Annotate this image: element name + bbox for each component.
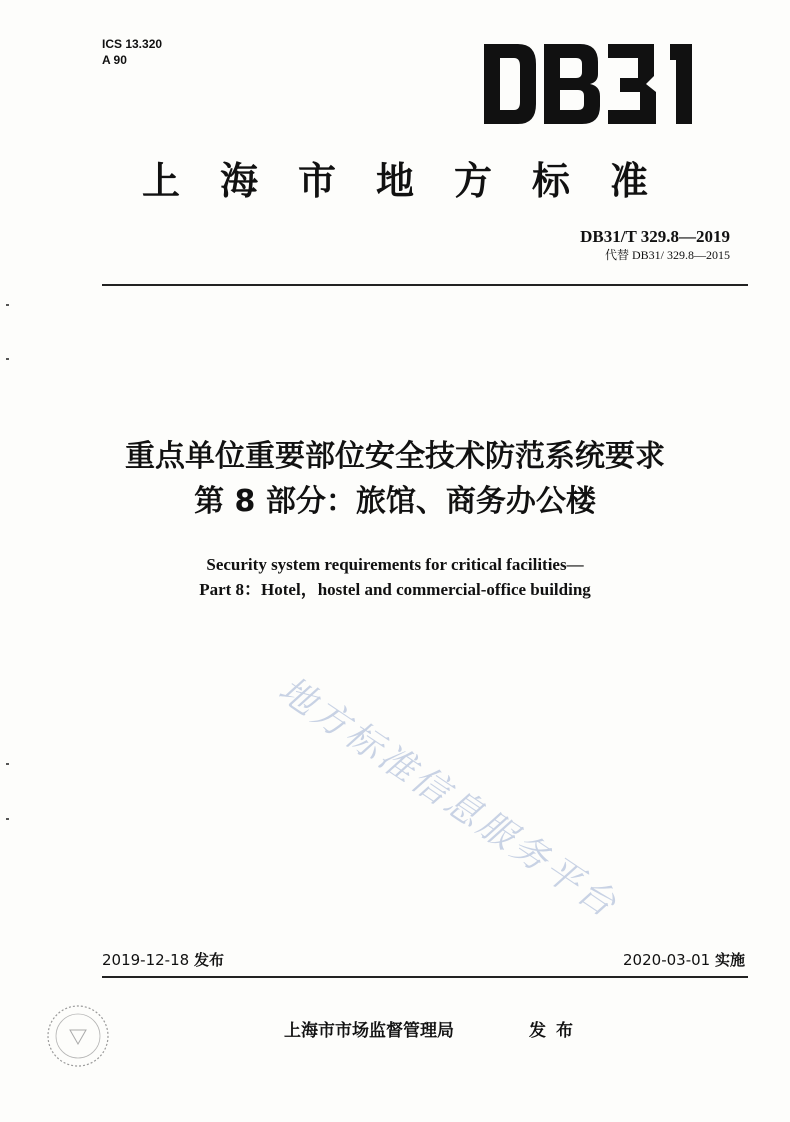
issue-word: 发布	[529, 1021, 583, 1041]
implement-date	[623, 949, 745, 970]
classification-codes	[102, 36, 162, 68]
publish-date	[102, 949, 224, 970]
db31-logo	[478, 38, 710, 130]
standard-number: DB31/T 329.8—2019	[580, 227, 730, 246]
publish-date-value: 2019-12-18	[102, 951, 190, 969]
ics-code: ICS 13.320	[102, 37, 163, 51]
ccs-code: A 90	[102, 53, 127, 67]
scan-mark	[6, 818, 9, 820]
scan-mark	[6, 763, 9, 765]
scan-mark	[6, 358, 9, 360]
title-en-line1: Security system requirements for critical facilities—	[206, 555, 584, 574]
footer-divider	[102, 976, 748, 978]
scan-mark	[6, 304, 9, 306]
replaces-standard: 代替 DB31/ 329.8—2015	[604, 248, 730, 262]
title-cn-line1: 重点单位重要部位安全技术防范系统要求	[125, 439, 665, 474]
issuer: 上海市市场监督管理局	[284, 1021, 454, 1041]
watermark: 地方标准信息服务平台	[271, 669, 626, 927]
implement-date-value: 2020-03-01	[623, 951, 711, 969]
stamp-seal	[42, 1000, 114, 1072]
implement-date-label: 实施	[714, 951, 745, 969]
standard-type-title: 上海市地方标准	[141, 159, 688, 203]
title-cn-line2: 第 8 部分：旅馆、商务办公楼	[194, 484, 596, 519]
publish-date-label: 发布	[193, 951, 224, 969]
header-divider	[102, 284, 748, 286]
title-en-line2: Part 8：Hotel，hostel and commercial-office building	[199, 580, 591, 599]
